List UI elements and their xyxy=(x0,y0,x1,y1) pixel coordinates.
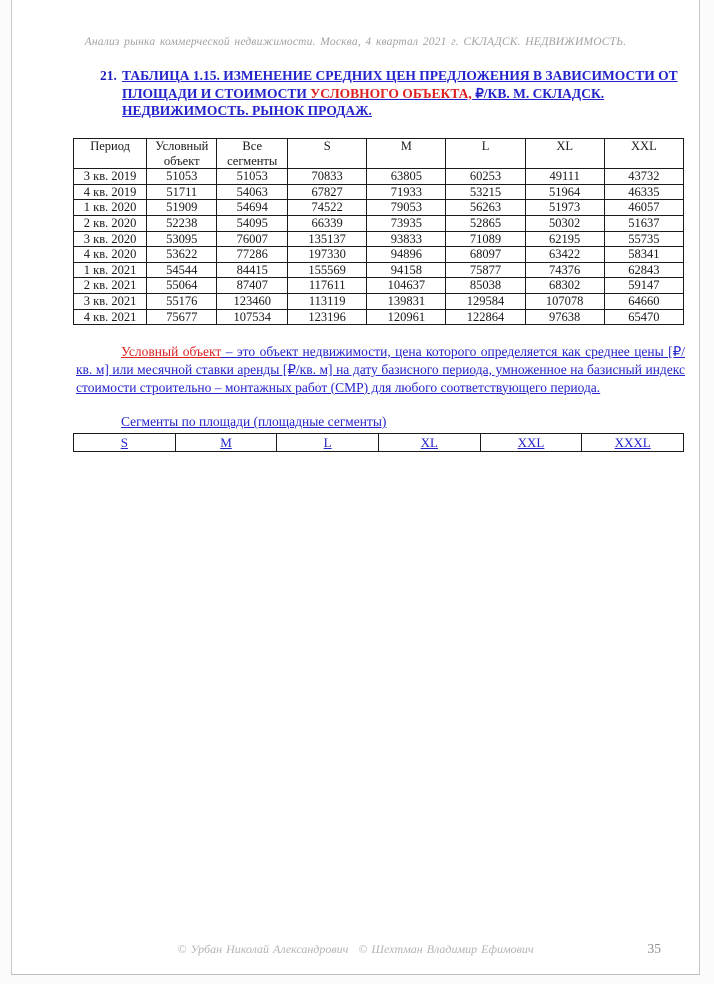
segment-cell xyxy=(582,434,684,452)
price-table-header-cell: S xyxy=(288,139,367,169)
segment-label: XXXL xyxy=(614,434,651,450)
price-table-header-cell: XL xyxy=(525,139,604,169)
price-table-cell: 123196 xyxy=(288,309,367,325)
price-table-row xyxy=(74,278,684,294)
price-table-cell: 51964 xyxy=(525,184,604,200)
price-table-cell: 1 кв. 2020 xyxy=(74,200,147,216)
price-table-row xyxy=(74,262,684,278)
segments-caption: Сегменты по площади (площадные сегменты) xyxy=(121,414,387,429)
price-table-header-cell: Все сегменты xyxy=(217,139,288,169)
price-table-cell: 73935 xyxy=(367,215,446,231)
segment-label: XXL xyxy=(517,434,545,450)
running-header: Анализ рынка коммерческой недвижимости. Москва, 4 квартал 2021 г. СКЛАДСК. НЕДВИЖИМОСТЬ. xyxy=(84,36,627,48)
price-table-cell: 4 кв. 2021 xyxy=(74,309,147,325)
price-table-cell: 2 кв. 2020 xyxy=(74,215,147,231)
price-table-cell: 97638 xyxy=(525,309,604,325)
section-title-part2: ₽/КВ. М. СКЛАДСК. НЕДВИЖИМОСТЬ. РЫНОК ПРОДАЖ. xyxy=(122,85,605,118)
price-table-cell: 43732 xyxy=(604,169,683,185)
price-table-cell: 122864 xyxy=(446,309,525,325)
price-table-cell: 2 кв. 2021 xyxy=(74,278,147,294)
price-table-cell: 120961 xyxy=(367,309,446,325)
price-table-cell: 93833 xyxy=(367,231,446,247)
price-table-cell: 155569 xyxy=(288,262,367,278)
price-table-header-cell: Условный объект xyxy=(147,139,217,169)
price-table-cell: 104637 xyxy=(367,278,446,294)
segment-cell xyxy=(378,434,480,452)
price-table-cell: 50302 xyxy=(525,215,604,231)
price-table-cell: 58341 xyxy=(604,247,683,263)
copyright-author-2: © Шехтман Владимир Ефимович xyxy=(358,942,534,956)
price-table-cell: 53215 xyxy=(446,184,525,200)
price-table-header-cell: L xyxy=(446,139,525,169)
price-table-cell: 53622 xyxy=(147,247,217,263)
price-table-cell: 85038 xyxy=(446,278,525,294)
price-table-cell: 1 кв. 2021 xyxy=(74,262,147,278)
price-table-head xyxy=(74,139,684,169)
segment-cell xyxy=(74,434,176,452)
price-table-cell: 51973 xyxy=(525,200,604,216)
section-title xyxy=(122,67,684,120)
price-table-cell: 197330 xyxy=(288,247,367,263)
price-table-cell: 52865 xyxy=(446,215,525,231)
segment-cell xyxy=(277,434,379,452)
price-table-cell: 71933 xyxy=(367,184,446,200)
segments-row xyxy=(74,434,684,452)
price-table-body xyxy=(74,169,684,325)
segments-table xyxy=(73,433,684,452)
segment-label: S xyxy=(120,434,128,450)
price-table-cell: 75677 xyxy=(147,309,217,325)
price-table-row xyxy=(74,247,684,263)
price-table-cell: 113119 xyxy=(288,293,367,309)
price-table-cell: 71089 xyxy=(446,231,525,247)
price-table-cell: 129584 xyxy=(446,293,525,309)
price-table-cell: 74376 xyxy=(525,262,604,278)
price-table-cell: 65470 xyxy=(604,309,683,325)
price-table-header-row xyxy=(74,139,684,169)
price-table-cell: 135137 xyxy=(288,231,367,247)
definition-term: Условный объект xyxy=(121,344,222,359)
price-table-cell: 94896 xyxy=(367,247,446,263)
price-table-cell: 3 кв. 2021 xyxy=(74,293,147,309)
price-table-cell: 56263 xyxy=(446,200,525,216)
price-table-cell: 117611 xyxy=(288,278,367,294)
price-table-cell: 59147 xyxy=(604,278,683,294)
price-table-cell: 139831 xyxy=(367,293,446,309)
price-table-row xyxy=(74,309,684,325)
definition-text: – это объект недвижимости, цена которого определяется как среднее цены [₽/кв. м] или месячной ставки аренды [₽/кв. м] на дату базисного периода, умноженное на базисный индекс стоимости строительно – монтажных работ (СМР) для любого соответствующего периода. xyxy=(76,344,685,395)
price-table-cell: 55735 xyxy=(604,231,683,247)
price-table-cell: 66339 xyxy=(288,215,367,231)
section-number: 21. xyxy=(100,68,117,83)
price-table xyxy=(73,138,684,325)
segment-cell xyxy=(480,434,582,452)
price-table-row xyxy=(74,184,684,200)
price-table-cell: 46335 xyxy=(604,184,683,200)
price-table-cell: 62195 xyxy=(525,231,604,247)
price-table-cell: 63422 xyxy=(525,247,604,263)
price-table-cell: 51711 xyxy=(147,184,217,200)
price-table-cell: 51053 xyxy=(217,169,288,185)
price-table-cell: 53095 xyxy=(147,231,217,247)
price-table-cell: 49111 xyxy=(525,169,604,185)
price-table-cell: 87407 xyxy=(217,278,288,294)
price-table-cell: 4 кв. 2019 xyxy=(74,184,147,200)
price-table-cell: 94158 xyxy=(367,262,446,278)
price-table-header-cell: XXL xyxy=(604,139,683,169)
price-table-cell: 52238 xyxy=(147,215,217,231)
price-table-cell: 76007 xyxy=(217,231,288,247)
price-table-cell: 51909 xyxy=(147,200,217,216)
price-table-cell: 74522 xyxy=(288,200,367,216)
price-table-cell: 55064 xyxy=(147,278,217,294)
price-table-cell: 70833 xyxy=(288,169,367,185)
price-table-row xyxy=(74,231,684,247)
price-table-cell: 68097 xyxy=(446,247,525,263)
price-table-row xyxy=(74,200,684,216)
page-number: 35 xyxy=(647,941,661,956)
price-table-row xyxy=(74,293,684,309)
price-table-cell: 79053 xyxy=(367,200,446,216)
document-page xyxy=(11,0,700,975)
price-table-row xyxy=(74,169,684,185)
price-table-cell: 51053 xyxy=(147,169,217,185)
price-table-header-cell: Период xyxy=(74,139,147,169)
price-table-cell: 54544 xyxy=(147,262,217,278)
page-footer xyxy=(12,942,699,957)
copyright-author-1: © Урбан Николай Александрович xyxy=(177,942,349,956)
price-table-cell: 63805 xyxy=(367,169,446,185)
segment-cell xyxy=(175,434,277,452)
segment-label: L xyxy=(323,434,332,450)
segment-label: M xyxy=(220,434,232,450)
price-table-cell: 75877 xyxy=(446,262,525,278)
price-table-cell: 51637 xyxy=(604,215,683,231)
price-table-cell: 54694 xyxy=(217,200,288,216)
price-table-cell: 67827 xyxy=(288,184,367,200)
price-table-cell: 4 кв. 2020 xyxy=(74,247,147,263)
price-table-cell: 64660 xyxy=(604,293,683,309)
price-table-cell: 3 кв. 2020 xyxy=(74,231,147,247)
price-table-cell: 3 кв. 2019 xyxy=(74,169,147,185)
section-title-highlight: УСЛОВНОГО ОБЪЕКТА, xyxy=(310,85,472,101)
price-table-header-cell: M xyxy=(367,139,446,169)
price-table-cell: 107534 xyxy=(217,309,288,325)
price-table-cell: 77286 xyxy=(217,247,288,263)
definition-paragraph xyxy=(76,343,685,396)
price-table-cell: 54095 xyxy=(217,215,288,231)
price-table-cell: 123460 xyxy=(217,293,288,309)
price-table-cell: 46057 xyxy=(604,200,683,216)
price-table-cell: 107078 xyxy=(525,293,604,309)
price-table-row xyxy=(74,215,684,231)
price-table-cell: 60253 xyxy=(446,169,525,185)
price-table-cell: 68302 xyxy=(525,278,604,294)
price-table-cell: 84415 xyxy=(217,262,288,278)
section-title-block xyxy=(100,67,685,120)
price-table-cell: 62843 xyxy=(604,262,683,278)
price-table-cell: 54063 xyxy=(217,184,288,200)
section-title-part1: ТАБЛИЦА 1.15. ИЗМЕНЕНИЕ СРЕДНИХ ЦЕН ПРЕДЛОЖЕНИЯ В ЗАВИСИМОСТИ ОТ ПЛОЩАДИ И СТОИМОСТИ xyxy=(122,68,678,101)
price-table-cell: 55176 xyxy=(147,293,217,309)
segment-label: XL xyxy=(420,434,438,450)
